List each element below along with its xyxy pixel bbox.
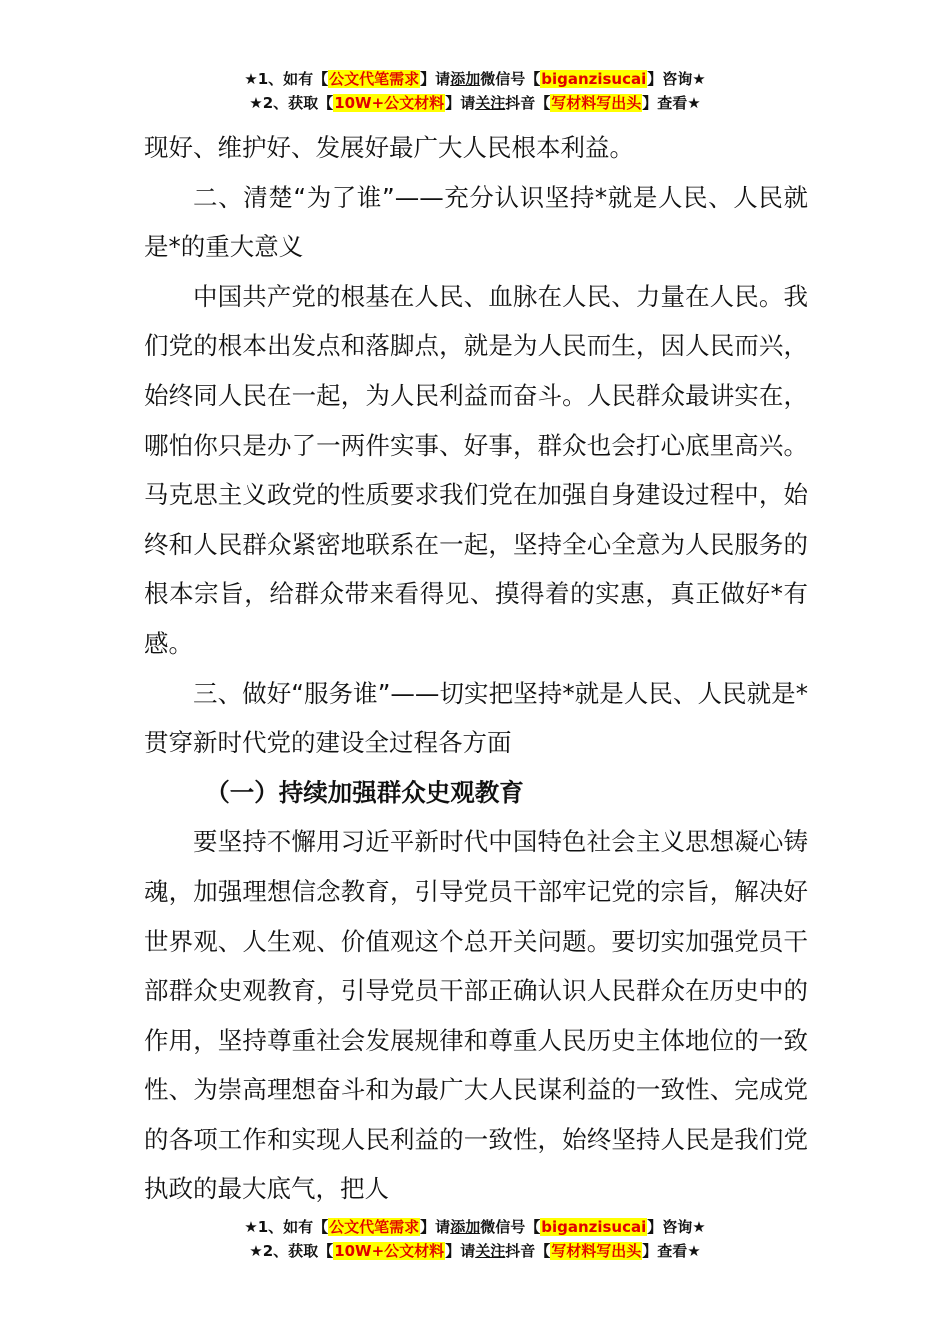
banner-line-2: ★2、获取【10W+公文材料】请关注抖音【写材料写出头】查看★ bbox=[249, 1242, 701, 1260]
section-heading-2: 二、清楚“为了谁”——充分认识坚持*就是人民、人民就是*的重大意义 bbox=[144, 182, 808, 262]
paragraph-continuation: 现好、维护好、发展好最广大人民根本利益。 bbox=[144, 133, 634, 162]
highlight-materials: 10W+公文材料 bbox=[334, 94, 445, 112]
highlight-wechat-id: biganzisucai bbox=[541, 70, 647, 88]
header-banner bbox=[0, 67, 950, 115]
highlight-wechat-id: biganzisucai bbox=[541, 1218, 647, 1236]
banner-line-2: ★2、获取【10W+公文材料】请关注抖音【写材料写出头】查看★ bbox=[249, 94, 701, 112]
paragraph: 要坚持不懈用习近平新时代中国特色社会主义思想凝心铸魂，加强理想信念教育，引导党员干部牢记党的宗旨，解决好世界观、人生观、价值观这个总开关问题。要切实加强党员干部群众史观教育，引导党员干部正确认识人民群众在历史中的作用，坚持尊重社会发展规律和尊重人民历史主体地位的一致性、为崇高理想奋斗和为最广大人民谋利益的一致性、完成党的各项工作和实现人民利益的一致性，始终坚持人民是我们党执政的最大底气，把人 bbox=[144, 827, 808, 1204]
section-heading-3: 三、做好“服务谁”——切实把坚持*就是人民、人民就是*贯穿新时代党的建设全过程各方面 bbox=[144, 678, 808, 758]
highlight-materials: 10W+公文材料 bbox=[334, 1242, 445, 1260]
banner-line-1: ★1、如有【公文代笔需求】请添加微信号【biganzisucai】咨询★ bbox=[244, 1218, 706, 1236]
document-body bbox=[144, 123, 808, 1214]
paragraph: 中国共产党的根基在人民、血脉在人民、力量在人民。我们党的根本出发点和落脚点，就是为人民而生，因人民而兴，始终同人民在一起，为人民利益而奋斗。人民群众最讲实在，哪怕你只是办了一两件实事、好事，群众也会打心底里高兴。马克思主义政党的性质要求我们党在加强自身建设过程中，始终和人民群众紧密地联系在一起，坚持全心全意为人民服务的根本宗旨，给群众带来看得见、摸得着的实惠，真正做好*有感。 bbox=[144, 281, 808, 658]
subsection-heading: （一）持续加强群众史观教育 bbox=[205, 777, 524, 807]
highlight-douyin-account: 写材料写出头 bbox=[551, 94, 642, 112]
banner-line-1: ★1、如有【公文代笔需求】请添加微信号【biganzisucai】咨询★ bbox=[244, 70, 706, 88]
highlight-douyin-account: 写材料写出头 bbox=[551, 1242, 642, 1260]
highlight-service: 公文代笔需求 bbox=[329, 1218, 420, 1236]
highlight-service: 公文代笔需求 bbox=[329, 70, 420, 88]
footer-banner bbox=[0, 1215, 950, 1263]
